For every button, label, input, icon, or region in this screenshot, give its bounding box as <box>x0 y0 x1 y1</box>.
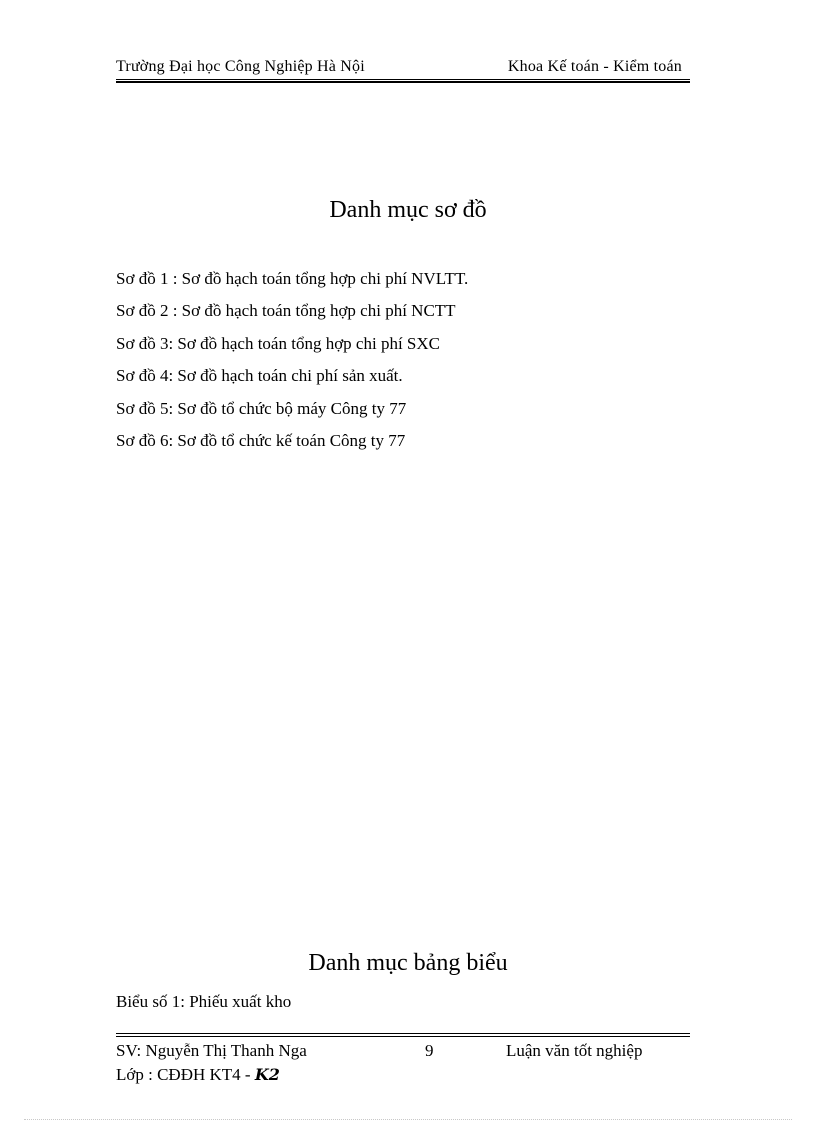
class-suffix: K2 <box>254 1065 280 1084</box>
diagrams-title: Danh mục sơ đồ <box>329 197 487 223</box>
page-header <box>116 58 690 80</box>
list-item: Sơ đồ 4: Sơ đồ hạch toán chi phí sản xuất. <box>116 366 403 386</box>
list-item: Biểu số 1: Phiếu xuất kho <box>116 992 292 1011</box>
header-rule-top <box>116 79 690 80</box>
header-rule-bottom <box>116 81 690 83</box>
page-edge-dotted-line <box>24 1119 792 1120</box>
list-item: Sơ đồ 1 : Sơ đồ hạch toán tổng hợp chi phí NVLTT. <box>116 269 469 288</box>
list-item: Sơ đồ 6: Sơ đồ tổ chức kế toán Công ty 77 <box>116 430 406 450</box>
list-item: Sơ đồ 5: Sơ đồ tổ chức bộ máy Công ty 77 <box>116 398 407 418</box>
class-label: Lớp : CĐĐH KT4 - <box>116 1065 251 1084</box>
page-number: 9 <box>425 1041 434 1060</box>
thesis-label: Luận văn tốt nghiệp <box>506 1041 643 1060</box>
class-line <box>116 1065 280 1085</box>
footer-rule-bottom <box>116 1036 690 1037</box>
faculty-name: Khoa Kế toán - Kiểm toán <box>507 58 682 75</box>
list-item: Sơ đồ 2 : Sơ đồ hạch toán tổng hợp chi phí NCTT <box>116 301 456 321</box>
list-item: Sơ đồ 3: Sơ đồ hạch toán tổng hợp chi phí SXC <box>116 333 440 353</box>
footer-rule-top <box>116 1033 690 1034</box>
diagram-list <box>116 267 468 461</box>
student-name: SV: Nguyễn Thị Thanh Nga <box>116 1041 307 1060</box>
school-name: Trường Đại học Công Nghiệp Hà Nội <box>116 58 365 75</box>
tables-title: Danh mục bảng biểu <box>308 950 508 976</box>
